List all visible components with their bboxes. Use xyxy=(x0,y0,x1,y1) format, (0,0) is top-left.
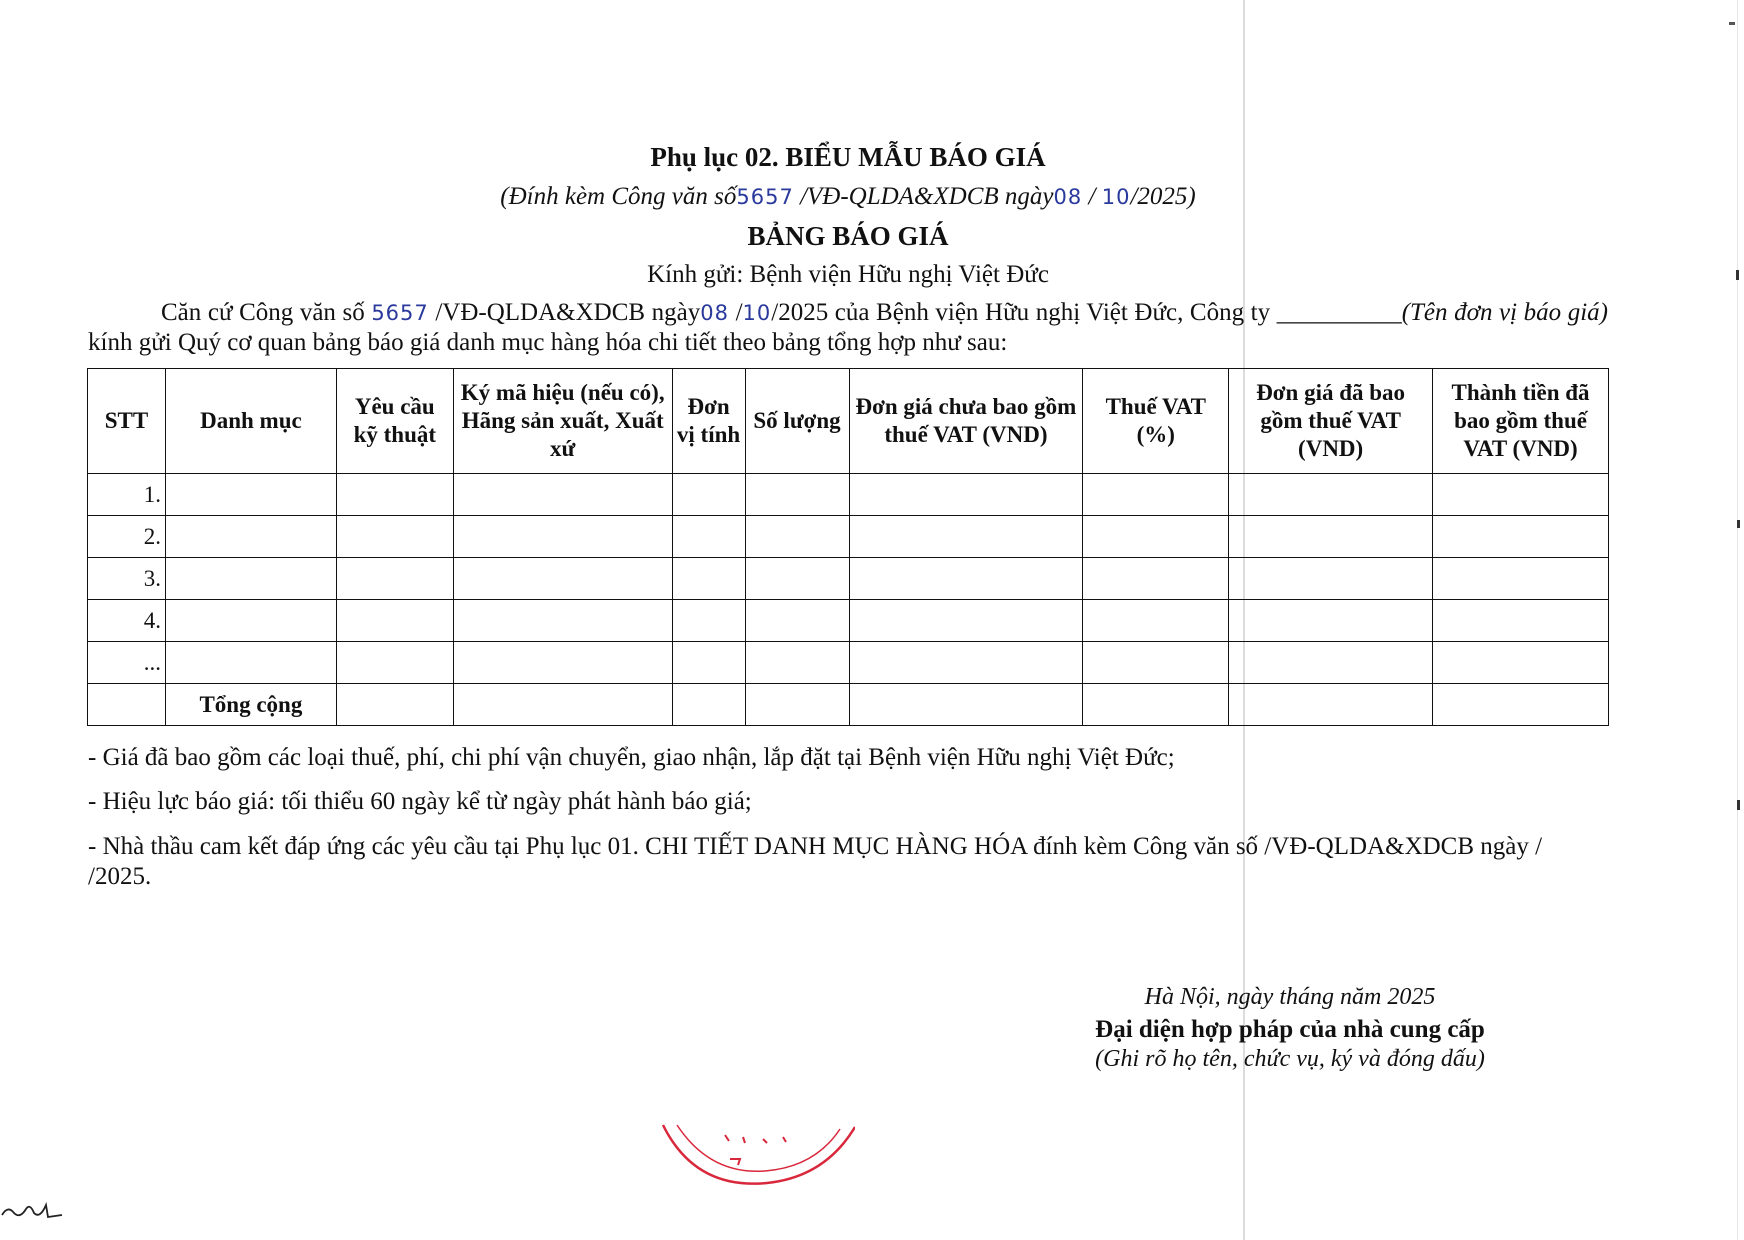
signature-instruction: (Ghi rõ họ tên, chức vụ, ký và đóng dấu) xyxy=(1095,1046,1485,1072)
cell-vat xyxy=(1083,516,1229,558)
cell-technical xyxy=(336,684,453,726)
cell-total xyxy=(1433,474,1609,516)
cell-technical xyxy=(336,642,453,684)
intro-part5: kính gửi Quý cơ quan bảng báo giá danh mục hàng hóa chi tiết theo bảng tổng hợp như sau: xyxy=(88,329,1008,356)
total-row-stt xyxy=(88,684,166,726)
note-commitment: - Nhà thầu cam kết đáp ứng các yêu cầu tại Phụ lục 01. CHI TIẾT DANH MỤC HÀNG HÓA đính kèm Công văn số /VĐ-QLDA&XDCB ngày / /2025. xyxy=(88,833,1543,890)
header-unit-price-excl-vat: Đơn giá chưa bao gồm thuế VAT (VND) xyxy=(849,369,1083,474)
row-number: 1. xyxy=(88,474,166,516)
cell-technical xyxy=(336,516,453,558)
intro-part1: Căn cứ Công văn số xyxy=(161,299,365,326)
cell-quantity xyxy=(745,558,849,600)
table-row xyxy=(88,600,1609,642)
cell-price-incl xyxy=(1229,474,1433,516)
cell-price-excl xyxy=(849,558,1083,600)
cell-model xyxy=(453,642,672,684)
row-number: 2. xyxy=(88,516,166,558)
cell-unit xyxy=(672,474,745,516)
header-model-manufacturer-origin: Ký mã hiệu (nếu có), Hãng sản xuất, Xuất xứ xyxy=(453,369,672,474)
cell-unit xyxy=(672,516,745,558)
header-category: Danh mục xyxy=(165,369,336,474)
note-price-inclusions: - Giá đã bao gồm các loại thuế, phí, chi phí vận chuyển, giao nhận, lắp đặt tại Bệnh viện Hữu nghị Việt Đức; xyxy=(88,744,1175,771)
cell-quantity xyxy=(745,684,849,726)
quotation-table xyxy=(87,368,1609,726)
greeting-line: Kính gửi: Bệnh viện Hữu nghị Việt Đức xyxy=(647,261,1049,288)
cell-price-excl xyxy=(849,684,1083,726)
cell-quantity xyxy=(745,474,849,516)
intro-handwritten-month: 10 xyxy=(742,301,772,325)
intro-handwritten-day: 08 xyxy=(700,301,729,325)
cell-category xyxy=(165,516,336,558)
signature-role: Đại diện hợp pháp của nhà cung cấp xyxy=(1095,1016,1485,1043)
cell-total xyxy=(1433,642,1609,684)
cell-total xyxy=(1433,684,1609,726)
handwritten-doc-number: 5657 xyxy=(736,185,794,209)
handwritten-month: 10 xyxy=(1101,185,1131,209)
cell-category xyxy=(165,558,336,600)
cell-price-incl xyxy=(1229,642,1433,684)
cell-technical xyxy=(336,558,453,600)
row-number: ... xyxy=(88,642,166,684)
subtitle-mid: /VĐ-QLDA&XDCB ngày xyxy=(800,183,1054,210)
cell-model xyxy=(453,474,672,516)
attachment-reference xyxy=(88,183,1608,211)
header-unit: Đơn vị tính xyxy=(672,369,745,474)
cell-category xyxy=(165,600,336,642)
cell-total xyxy=(1433,558,1609,600)
cell-quantity xyxy=(745,642,849,684)
cell-price-incl xyxy=(1229,600,1433,642)
cell-category xyxy=(165,642,336,684)
total-label: Tổng cộng xyxy=(165,684,336,726)
cell-unit xyxy=(672,600,745,642)
header-stt: STT xyxy=(88,369,166,474)
table-header-row xyxy=(88,369,1609,474)
red-stamp-partial xyxy=(655,1115,855,1195)
subtitle-close: /2025) xyxy=(1130,183,1196,210)
table-total-row xyxy=(88,684,1609,726)
cell-unit xyxy=(672,558,745,600)
row-number: 3. xyxy=(88,558,166,600)
header-unit-price-incl-vat: Đơn giá đã bao gồm thuế VAT (VND) xyxy=(1229,369,1433,474)
intro-paragraph xyxy=(88,298,1608,358)
cell-vat xyxy=(1083,558,1229,600)
intro-part4: /2025 của Bệnh viện Hữu nghị Việt Đức, Công ty __________ xyxy=(771,299,1402,326)
cell-price-excl xyxy=(849,474,1083,516)
cell-quantity xyxy=(745,516,849,558)
cell-technical xyxy=(336,600,453,642)
header-total-incl-vat: Thành tiền đã bao gồm thuế VAT (VND) xyxy=(1433,369,1609,474)
cell-price-incl xyxy=(1229,558,1433,600)
header-quantity: Số lượng xyxy=(745,369,849,474)
quotation-heading: BẢNG BÁO GIÁ xyxy=(747,221,949,251)
intro-part3: / xyxy=(735,299,743,326)
cell-model xyxy=(453,684,672,726)
cell-category xyxy=(165,474,336,516)
signature-date-line: Hà Nội, ngày tháng năm 2025 xyxy=(1144,984,1436,1010)
cell-unit xyxy=(672,684,745,726)
intro-part2: /VĐ-QLDA&XDCB ngày xyxy=(435,299,701,326)
cell-vat xyxy=(1083,474,1229,516)
cell-technical xyxy=(336,474,453,516)
cell-price-excl xyxy=(849,600,1083,642)
cell-model xyxy=(453,516,672,558)
header-technical-requirements: Yêu cầu kỹ thuật xyxy=(336,369,453,474)
row-number: 4. xyxy=(88,600,166,642)
note-validity: - Hiệu lực báo giá: tối thiểu 60 ngày kể từ ngày phát hành báo giá; xyxy=(88,788,752,815)
cell-vat xyxy=(1083,642,1229,684)
cell-price-excl xyxy=(849,642,1083,684)
cell-unit xyxy=(672,642,745,684)
appendix-title: Phụ lục 02. BIỂU MẪU BÁO GIÁ xyxy=(650,142,1046,172)
cell-price-incl xyxy=(1229,684,1433,726)
cell-total xyxy=(1433,600,1609,642)
cell-quantity xyxy=(745,600,849,642)
scan-edge-marks xyxy=(1727,0,1743,1000)
handwritten-day: 08 xyxy=(1053,185,1083,209)
margin-scribble xyxy=(0,1195,70,1225)
table-row xyxy=(88,558,1609,600)
cell-price-incl xyxy=(1229,516,1433,558)
subtitle-sep: / xyxy=(1088,183,1096,210)
table-row xyxy=(88,474,1609,516)
subtitle-open: (Đính kèm Công văn số xyxy=(500,183,737,210)
cell-model xyxy=(453,600,672,642)
header-vat-rate: Thuế VAT (%) xyxy=(1083,369,1229,474)
table-row xyxy=(88,642,1609,684)
table-row xyxy=(88,516,1609,558)
cell-price-excl xyxy=(849,516,1083,558)
intro-handwritten-number: 5657 xyxy=(371,301,429,325)
cell-vat xyxy=(1083,600,1229,642)
cell-total xyxy=(1433,516,1609,558)
cell-vat xyxy=(1083,684,1229,726)
intro-italic-note: (Tên đơn vị báo giá) xyxy=(1401,299,1608,326)
cell-model xyxy=(453,558,672,600)
